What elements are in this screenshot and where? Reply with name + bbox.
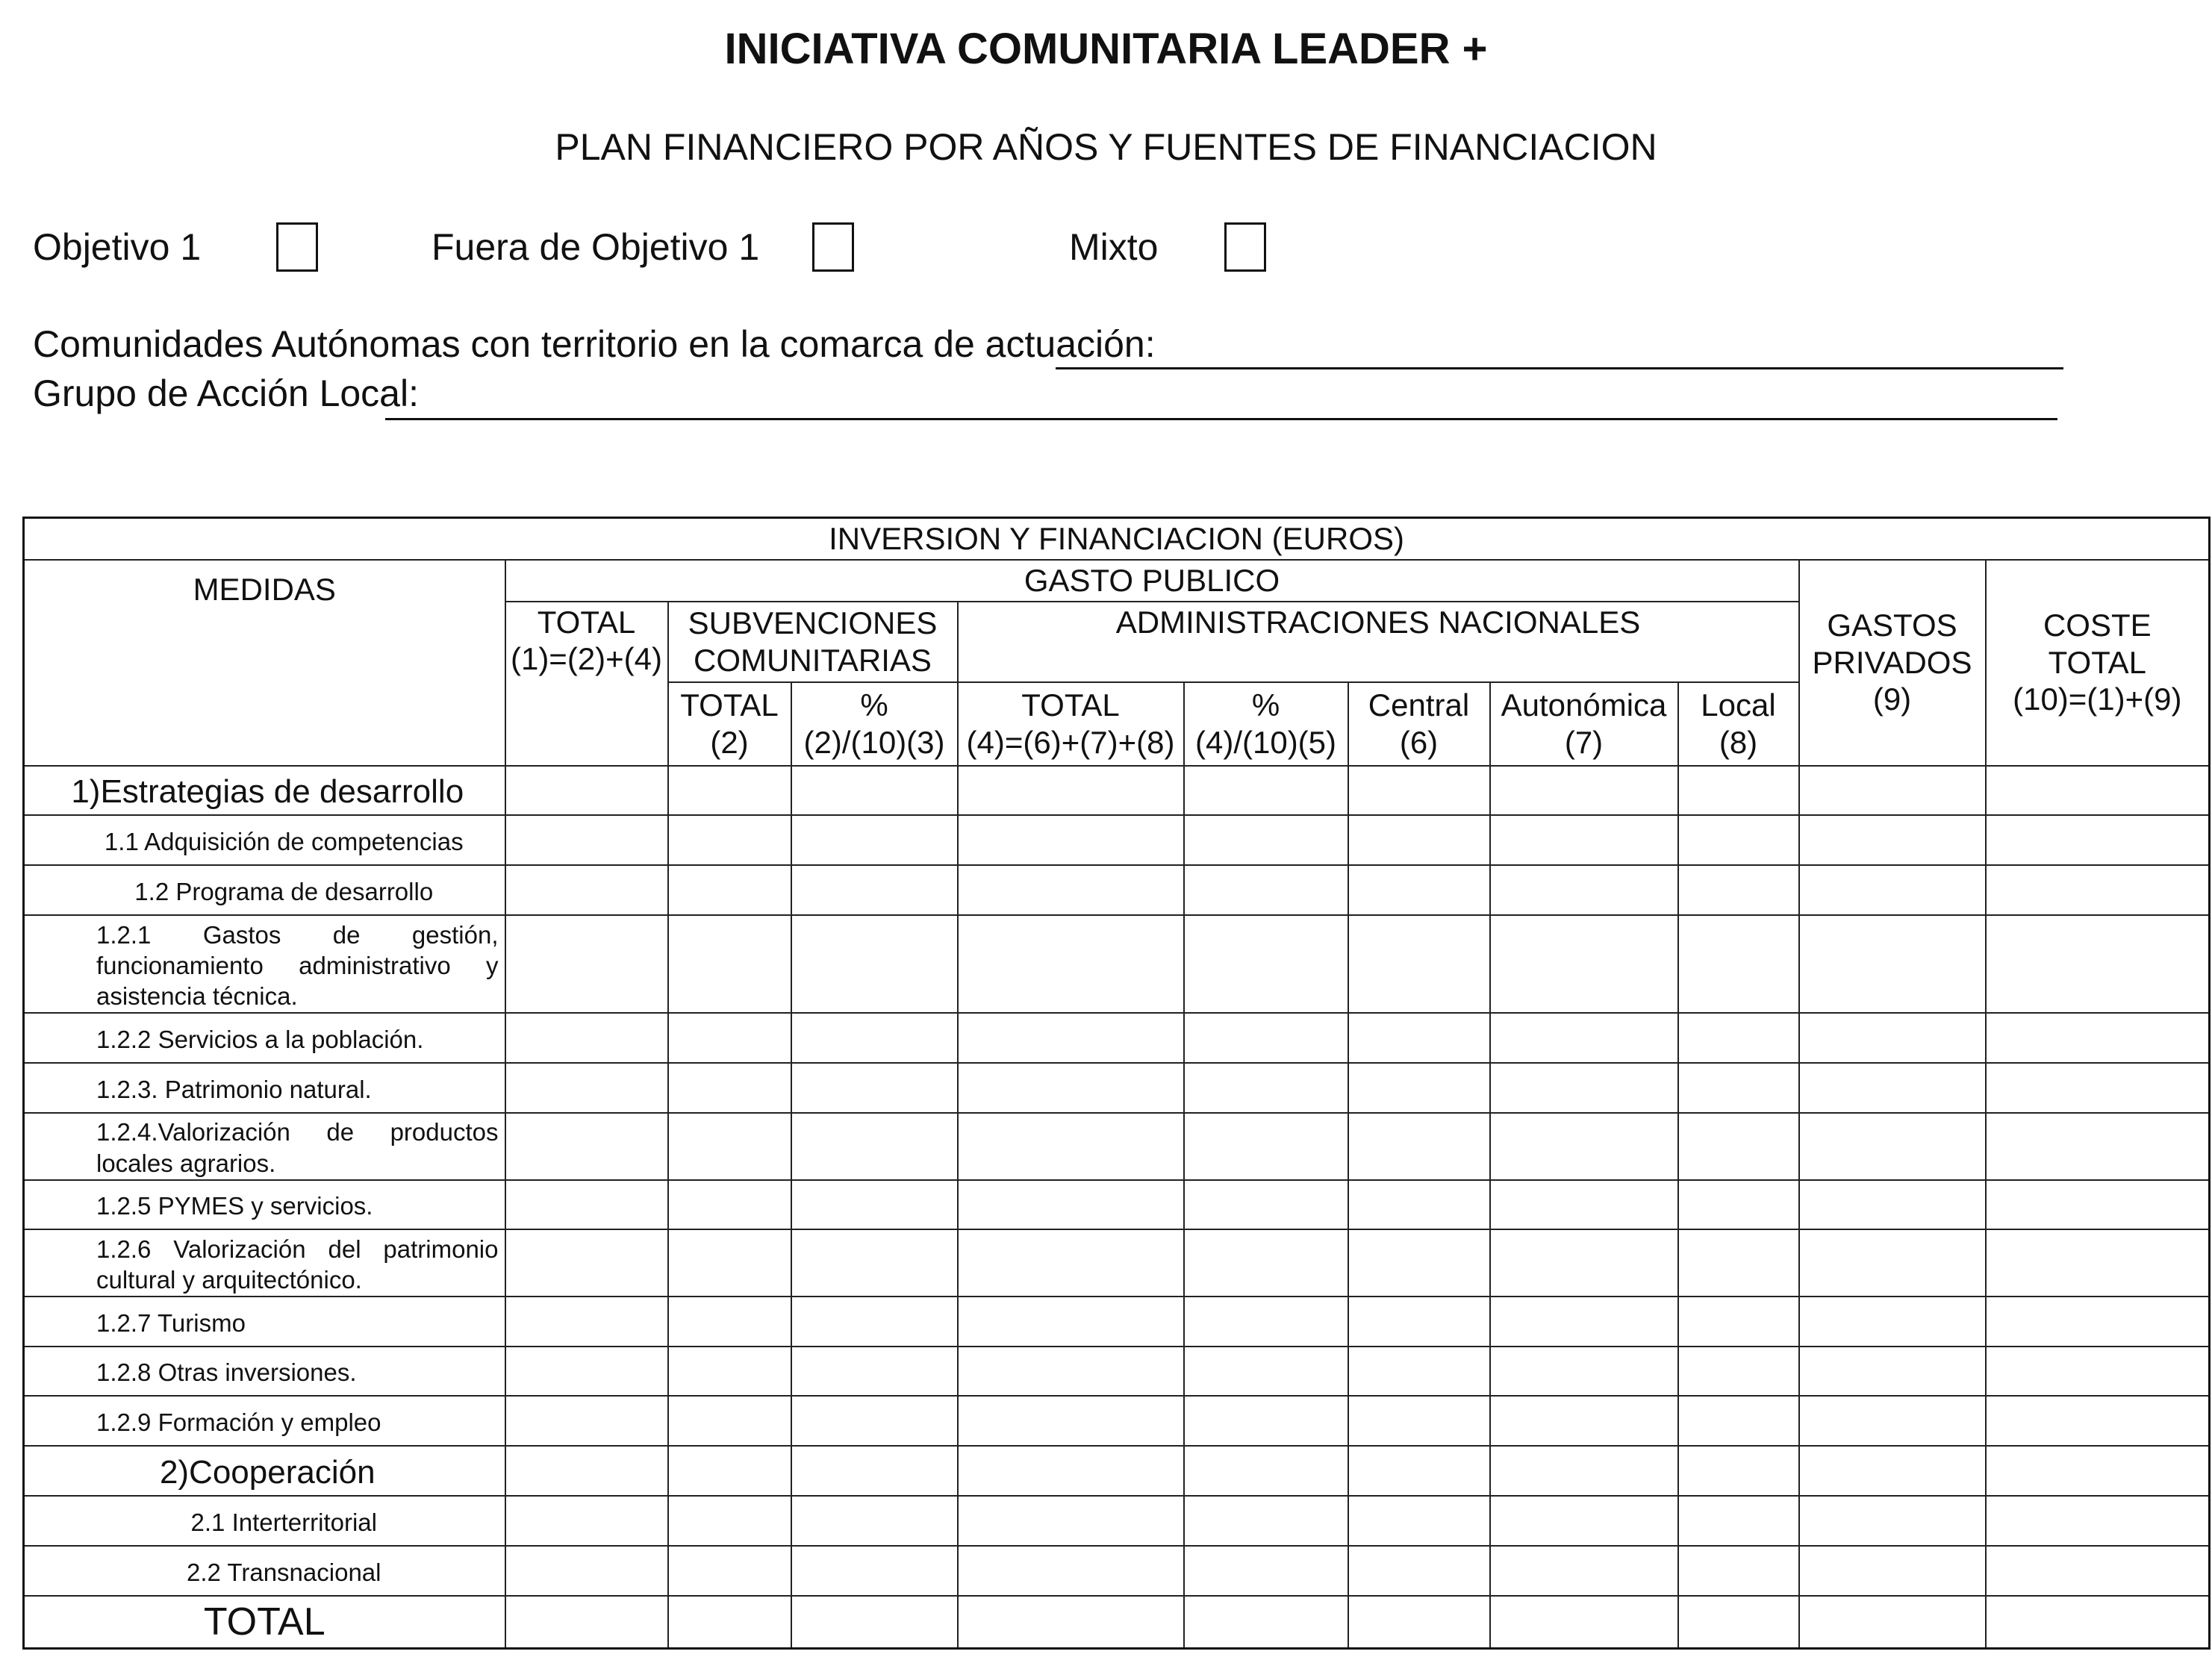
autonomica-header-line1: Autonómica	[1501, 687, 1667, 723]
admin-pct-header	[1184, 682, 1348, 766]
measure-label-text: 1.2.1 Gastos de gestión, funcionamiento administrativo y asistencia técnica.	[96, 920, 499, 1011]
table-cell[interactable]	[1799, 1180, 1986, 1230]
table-cell[interactable]	[505, 1297, 668, 1347]
table-cell[interactable]	[1184, 1063, 1348, 1113]
table-cell[interactable]	[1348, 1496, 1490, 1546]
medidas-header: MEDIDAS	[24, 560, 505, 766]
table-cell[interactable]	[668, 1063, 791, 1113]
measure-label-text: 2.1 Interterritorial	[190, 1508, 377, 1536]
gastos-privados-line1: GASTOS	[1827, 608, 1957, 643]
table-cell[interactable]	[668, 1496, 791, 1546]
table-row	[24, 815, 2210, 865]
table-cell[interactable]	[1678, 1229, 1799, 1297]
table-cell[interactable]	[1678, 1013, 1799, 1063]
table-cell[interactable]	[1184, 1347, 1348, 1397]
total-gasto-publico-header	[505, 602, 668, 766]
grupo-label: Grupo de Acción Local:	[33, 372, 419, 414]
objective-1-label: Objetivo 1	[33, 226, 202, 268]
table-cell[interactable]	[1348, 1297, 1490, 1347]
measure-label	[24, 865, 505, 915]
table-cell[interactable]	[958, 1229, 1184, 1297]
total-cell[interactable]	[1799, 1596, 1986, 1649]
table-cell[interactable]	[1799, 865, 1986, 915]
table-cell[interactable]	[668, 1546, 791, 1596]
table-row	[24, 1347, 2210, 1397]
table-cell[interactable]	[1184, 1229, 1348, 1297]
outside-objective-1-checkbox[interactable]	[812, 222, 854, 272]
measure-label-text: 2)Cooperación	[159, 1454, 376, 1491]
table-cell[interactable]	[1490, 1496, 1678, 1546]
table-cell[interactable]	[1490, 1347, 1678, 1397]
local-header-line2: (8)	[1719, 724, 1758, 760]
subv-total-header-line2: (2)	[710, 724, 749, 760]
investment-financing-header: INVERSION Y FINANCIACION (EUROS)	[24, 518, 2210, 560]
table-cell[interactable]	[791, 1063, 958, 1113]
table-cell[interactable]	[1348, 1229, 1490, 1297]
table-cell[interactable]	[1799, 1113, 1986, 1180]
table-cell[interactable]	[791, 865, 958, 915]
total-cell[interactable]	[505, 1596, 668, 1649]
table-cell[interactable]	[1986, 1113, 2210, 1180]
table-cell[interactable]	[791, 1013, 958, 1063]
table-cell[interactable]	[1799, 1496, 1986, 1546]
subv-total-header-line1: TOTAL	[680, 687, 779, 723]
table-cell[interactable]	[668, 1013, 791, 1063]
table-cell[interactable]	[958, 1446, 1184, 1496]
measure-label-text: 1.2.5 PYMES y servicios.	[96, 1192, 373, 1220]
table-cell[interactable]	[1490, 1180, 1678, 1230]
measure-label-text: 1.2.9 Formación y empleo	[96, 1408, 381, 1437]
coste-total-line2: TOTAL	[2048, 644, 2147, 680]
table-row	[24, 1180, 2210, 1230]
total-cell[interactable]	[1348, 1596, 1490, 1649]
page-subtitle: PLAN FINANCIERO POR AÑOS Y FUENTES DE FINANCIACION	[555, 126, 1657, 168]
total-cell[interactable]	[958, 1596, 1184, 1649]
table-cell[interactable]	[1348, 915, 1490, 1014]
table-cell[interactable]	[1490, 1113, 1678, 1180]
table-cell[interactable]	[1184, 865, 1348, 915]
table-cell[interactable]	[668, 1229, 791, 1297]
table-cell[interactable]	[505, 1113, 668, 1180]
table-cell[interactable]	[1799, 1063, 1986, 1113]
table-cell[interactable]	[1986, 1446, 2210, 1496]
table-cell[interactable]	[668, 865, 791, 915]
table-cell[interactable]	[1678, 915, 1799, 1014]
admin-pct-header-line2: (4)/(10)(5)	[1194, 724, 1337, 760]
table-cell[interactable]	[1799, 1396, 1986, 1446]
subvenciones-header	[668, 602, 958, 682]
table-cell[interactable]	[1678, 1180, 1799, 1230]
table-cell[interactable]	[505, 865, 668, 915]
measure-label-text: 1.2.4.Valorización de productos locales agrarios.	[96, 1118, 499, 1177]
table-row	[24, 1496, 2210, 1546]
table-cell[interactable]	[791, 815, 958, 865]
table-cell[interactable]	[668, 1113, 791, 1180]
coste-total-line3: (10)=(1)+(9)	[2013, 681, 2182, 717]
table-cell[interactable]	[668, 1347, 791, 1397]
table-cell[interactable]	[668, 1396, 791, 1446]
table-cell[interactable]	[1678, 815, 1799, 865]
table-cell[interactable]	[791, 1229, 958, 1297]
grupo-field[interactable]	[33, 372, 2063, 416]
measure-label-text: 1.2.6 Valorización del patrimonio cultural y arquitectónico.	[96, 1235, 499, 1294]
total-row	[24, 1596, 2210, 1649]
table-cell[interactable]	[958, 1113, 1184, 1180]
table-cell[interactable]	[668, 815, 791, 865]
measure-label	[24, 1180, 505, 1230]
objective-selector	[0, 221, 2212, 281]
admin-pct-header-line1: %	[1251, 687, 1280, 723]
measure-label	[24, 1063, 505, 1113]
table-cell[interactable]	[1799, 1347, 1986, 1397]
table-row	[24, 1396, 2210, 1446]
table-cell[interactable]	[668, 766, 791, 816]
mixed-checkbox[interactable]	[1224, 222, 1266, 272]
table-cell[interactable]	[958, 1347, 1184, 1397]
table-cell[interactable]	[1986, 1496, 2210, 1546]
mixed-label: Mixto	[1069, 226, 1159, 268]
table-cell[interactable]	[505, 1347, 668, 1397]
table-cell[interactable]	[1799, 1446, 1986, 1496]
administraciones-header: ADMINISTRACIONES NACIONALES	[958, 602, 1799, 682]
table-cell[interactable]	[1986, 1546, 2210, 1596]
table-cell[interactable]	[1986, 915, 2210, 1014]
gastos-privados-line2: PRIVADOS	[1812, 644, 1972, 680]
table-cell[interactable]	[791, 1446, 958, 1496]
table-cell[interactable]	[1799, 915, 1986, 1014]
table-cell[interactable]	[958, 1013, 1184, 1063]
table-cell[interactable]	[1184, 1013, 1348, 1063]
measure-label	[24, 1496, 505, 1546]
table-cell[interactable]	[791, 1546, 958, 1596]
measure-label-text: 1.1 Adquisición de competencias	[104, 828, 464, 856]
gastos-privados-header	[1799, 560, 1986, 766]
coste-total-line1: COSTE	[2043, 608, 2152, 643]
table-cell[interactable]	[791, 1347, 958, 1397]
measure-label	[24, 1347, 505, 1397]
measure-label-text: 1.2.3. Patrimonio natural.	[96, 1075, 372, 1103]
table-cell[interactable]	[1184, 766, 1348, 816]
central-header-line2: (6)	[1399, 724, 1439, 760]
measure-label	[24, 1113, 505, 1180]
total-cell[interactable]	[1184, 1596, 1348, 1649]
table-cell[interactable]	[1490, 915, 1678, 1014]
measure-label	[24, 1297, 505, 1347]
comunidades-label: Comunidades Autónomas con territorio en la comarca de actuación:	[33, 323, 1156, 365]
table-cell[interactable]	[1348, 865, 1490, 915]
table-row	[24, 915, 2210, 1014]
table-cell[interactable]	[1490, 1396, 1678, 1446]
table-cell[interactable]	[505, 1229, 668, 1297]
table-cell[interactable]	[1986, 766, 2210, 816]
table-cell[interactable]	[1678, 1113, 1799, 1180]
objective-1-checkbox[interactable]	[276, 222, 318, 272]
table-cell[interactable]	[505, 1546, 668, 1596]
table-cell[interactable]	[1490, 865, 1678, 915]
measure-label	[24, 1229, 505, 1297]
table-cell[interactable]	[668, 1180, 791, 1230]
table-cell[interactable]	[1184, 1446, 1348, 1496]
table-row	[24, 1546, 2210, 1596]
table-cell[interactable]	[1678, 1347, 1799, 1397]
table-cell[interactable]	[1184, 1546, 1348, 1596]
table-cell[interactable]	[1986, 1297, 2210, 1347]
table-cell[interactable]	[1490, 766, 1678, 816]
table-cell[interactable]	[1348, 1180, 1490, 1230]
table-cell[interactable]	[1799, 766, 1986, 816]
table-cell[interactable]	[505, 1063, 668, 1113]
financial-plan-table	[22, 517, 2211, 1650]
table-cell[interactable]	[1184, 1297, 1348, 1347]
table-cell[interactable]	[1799, 1013, 1986, 1063]
table-cell[interactable]	[1348, 1113, 1490, 1180]
measure-label	[24, 1446, 505, 1496]
outside-objective-1-label: Fuera de Objetivo 1	[432, 226, 760, 268]
table-cell[interactable]	[1490, 1446, 1678, 1496]
table-cell[interactable]	[505, 1446, 668, 1496]
table-cell[interactable]	[958, 1546, 1184, 1596]
table-cell[interactable]	[1348, 1446, 1490, 1496]
table-cell[interactable]	[1348, 1347, 1490, 1397]
table-cell[interactable]	[1184, 815, 1348, 865]
admin-total-header-line2: (4)=(6)+(7)+(8)	[966, 724, 1175, 760]
table-cell[interactable]	[791, 766, 958, 816]
measure-label	[24, 766, 505, 816]
table-cell[interactable]	[1986, 1180, 2210, 1230]
subv-pct-header-line1: %	[860, 687, 888, 723]
table-cell[interactable]	[791, 1113, 958, 1180]
table-cell[interactable]	[791, 1496, 958, 1546]
table-row	[24, 1013, 2210, 1063]
table-cell[interactable]	[1184, 1180, 1348, 1230]
table-cell[interactable]	[958, 865, 1184, 915]
table-cell[interactable]	[1678, 1063, 1799, 1113]
table-cell[interactable]	[791, 1297, 958, 1347]
table-row	[24, 1229, 2210, 1297]
table-cell[interactable]	[1490, 1013, 1678, 1063]
table-cell[interactable]	[1184, 1496, 1348, 1546]
table-cell[interactable]	[1986, 1013, 2210, 1063]
table-cell[interactable]	[1986, 1347, 2210, 1397]
measure-label-text: 1.2.7 Turismo	[96, 1308, 246, 1337]
measure-label	[24, 1013, 505, 1063]
table-cell[interactable]	[1986, 865, 2210, 915]
measure-label-text: 2.2 Transnacional	[186, 1558, 381, 1586]
table-row	[24, 1446, 2210, 1496]
autonomica-header-line2: (7)	[1564, 724, 1604, 760]
table-cell[interactable]	[505, 1396, 668, 1446]
total-cell[interactable]	[791, 1596, 958, 1649]
local-header-line1: Local	[1701, 687, 1776, 723]
table-cell[interactable]	[958, 815, 1184, 865]
table-cell[interactable]	[1678, 1546, 1799, 1596]
table-row	[24, 766, 2210, 816]
table-cell[interactable]	[1184, 1113, 1348, 1180]
table-cell[interactable]	[668, 1446, 791, 1496]
table-cell[interactable]	[1348, 1063, 1490, 1113]
central-header	[1348, 682, 1490, 766]
table-cell[interactable]	[1490, 1063, 1678, 1113]
measure-label-text: 1.2 Programa de desarrollo	[134, 877, 434, 905]
table-cell[interactable]	[791, 1396, 958, 1446]
admin-total-header-line1: TOTAL	[1021, 687, 1120, 723]
table-cell[interactable]	[505, 766, 668, 816]
table-cell[interactable]	[958, 1180, 1184, 1230]
table-cell[interactable]	[958, 1396, 1184, 1446]
table-cell[interactable]	[958, 1496, 1184, 1546]
table-cell[interactable]	[1490, 1546, 1678, 1596]
subv-pct-header	[791, 682, 958, 766]
comunidades-underline	[1056, 367, 2063, 369]
table-cell[interactable]	[1490, 1297, 1678, 1347]
table-row	[24, 865, 2210, 915]
table-cell[interactable]	[505, 915, 668, 1014]
table-cell[interactable]	[1799, 1229, 1986, 1297]
comunidades-field[interactable]	[33, 322, 2063, 367]
table-cell[interactable]	[1678, 766, 1799, 816]
table-cell[interactable]	[958, 766, 1184, 816]
table-cell[interactable]	[505, 1180, 668, 1230]
table-cell[interactable]	[1986, 1229, 2210, 1297]
total-cell[interactable]	[1490, 1596, 1678, 1649]
table-cell[interactable]	[1348, 766, 1490, 816]
table-cell[interactable]	[1490, 1229, 1678, 1297]
measure-label	[24, 1396, 505, 1446]
measure-label	[24, 1546, 505, 1596]
subv-pct-header-line2: (2)/(10)(3)	[803, 724, 945, 760]
gastos-privados-line3: (9)	[1872, 681, 1912, 717]
table-row	[24, 1063, 2210, 1113]
table-cell[interactable]	[1678, 865, 1799, 915]
measure-label	[24, 815, 505, 865]
table-cell[interactable]	[668, 915, 791, 1014]
measure-label-text: 1.2.2 Servicios a la población.	[96, 1026, 424, 1054]
table-cell[interactable]	[505, 815, 668, 865]
table-cell[interactable]	[1799, 1546, 1986, 1596]
central-header-line1: Central	[1368, 687, 1470, 723]
table-cell[interactable]	[1986, 1063, 2210, 1113]
table-cell[interactable]	[1986, 815, 2210, 865]
table-cell[interactable]	[958, 915, 1184, 1014]
table-cell[interactable]	[1348, 1546, 1490, 1596]
subvenciones-line2: COMUNITARIAS	[694, 642, 932, 678]
admin-total-header	[958, 682, 1184, 766]
table-cell[interactable]	[1184, 1396, 1348, 1446]
total-gp-line1: TOTAL	[537, 604, 636, 640]
table-cell[interactable]	[1348, 1013, 1490, 1063]
table-cell[interactable]	[958, 1063, 1184, 1113]
page-title: INICIATIVA COMUNITARIA LEADER +	[724, 25, 1488, 73]
table-cell[interactable]	[505, 1496, 668, 1546]
measure-label-text: 1)Estrategias de desarrollo	[71, 773, 464, 811]
autonomica-header	[1490, 682, 1678, 766]
grupo-underline	[385, 418, 2057, 420]
table-cell[interactable]	[1184, 915, 1348, 1014]
total-cell[interactable]	[1678, 1596, 1799, 1649]
local-header	[1678, 682, 1799, 766]
table-row	[24, 1297, 2210, 1347]
coste-total-header	[1986, 560, 2210, 766]
table-cell[interactable]	[1678, 1496, 1799, 1546]
table-cell[interactable]	[1678, 1297, 1799, 1347]
table-cell[interactable]	[958, 1297, 1184, 1347]
table-cell[interactable]	[791, 915, 958, 1014]
gasto-publico-header: GASTO PUBLICO	[505, 560, 1799, 602]
table-cell[interactable]	[1678, 1396, 1799, 1446]
table-cell[interactable]	[1348, 1396, 1490, 1446]
table-cell[interactable]	[505, 1013, 668, 1063]
total-cell[interactable]	[1986, 1596, 2210, 1649]
subvenciones-line1: SUBVENCIONES	[688, 605, 938, 640]
measure-label-text: 1.2.8 Otras inversiones.	[96, 1358, 357, 1387]
table-cell[interactable]	[1799, 1297, 1986, 1347]
table-cell[interactable]	[668, 1297, 791, 1347]
table-cell[interactable]	[1986, 1396, 2210, 1446]
table-cell[interactable]	[791, 1180, 958, 1230]
table-cell[interactable]	[1490, 815, 1678, 865]
subv-total-header	[668, 682, 791, 766]
table-cell[interactable]	[1799, 815, 1986, 865]
total-cell[interactable]	[668, 1596, 791, 1649]
table-cell[interactable]	[1348, 815, 1490, 865]
total-gp-line2: (1)=(2)+(4)	[510, 641, 663, 677]
total-label: TOTAL	[24, 1596, 505, 1649]
table-row	[24, 1113, 2210, 1180]
table-cell[interactable]	[1678, 1446, 1799, 1496]
measure-label	[24, 915, 505, 1014]
